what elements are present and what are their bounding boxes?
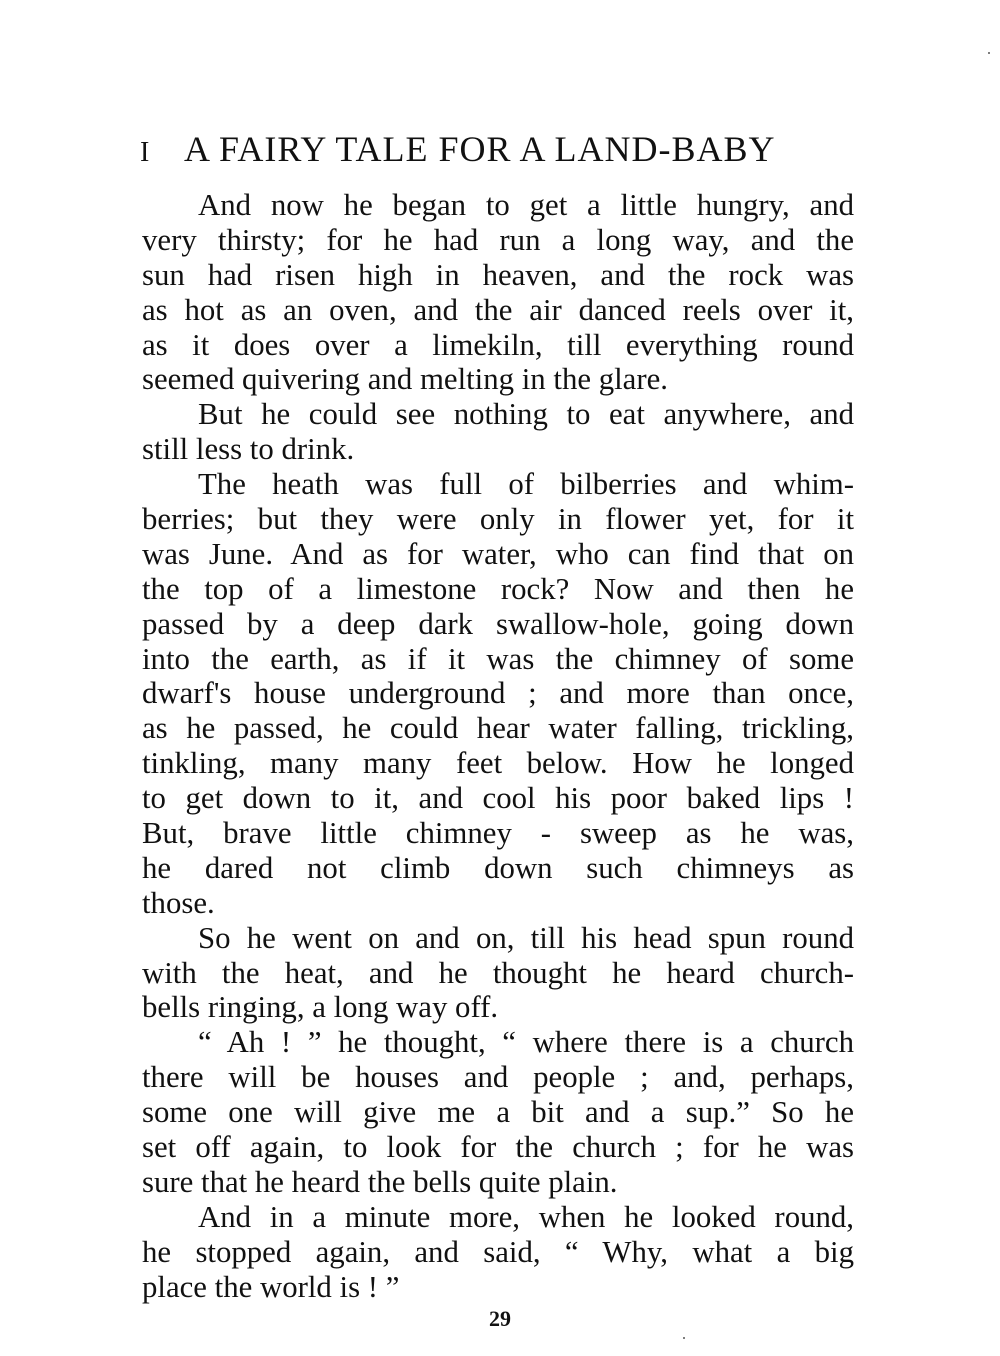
scan-speck [683,1337,685,1339]
text-line: very thirsty; for he had run a long way, and the [142,222,854,257]
text-line: passed by a deep dark swallow-hole, going down [142,606,854,641]
text-line: those. [142,885,215,920]
text-line: as he passed, he could hear water falling, trickling, [142,711,854,746]
chapter-number: I [140,137,151,168]
paragraph [142,1200,854,1305]
text-line: tinkling, many many feet below. How he longed [142,746,854,781]
text-line: as it does over a limekiln, till everything round [142,327,854,362]
paragraph [142,188,854,397]
text-line: bells ringing, a long way off. [142,990,499,1025]
text-line: there will be houses and people ; and, perhaps, [142,1060,854,1095]
text-line: But he could see nothing to eat anywhere, and [198,397,854,432]
text-line: berries; but they were only in flower yet, for it [142,502,854,537]
text-line: was June. And as for water, who can find that on [142,536,854,571]
text-line: And now he began to get a little hungry, and [198,188,854,222]
text-line: sun had risen high in heaven, and the rock was [142,257,854,292]
running-header [140,128,860,170]
text-line: the top of a limestone rock? Now and then he [142,571,854,606]
text-line: dwarf's house underground ; and more than once, [142,676,854,711]
paragraph [142,1025,854,1199]
text-line: So he went on and on, till his head spun round [198,920,854,955]
text-line: to get down to it, and cool his poor baked lips ! [142,781,854,816]
running-title: A FAIRY TALE FOR A LAND-BABY [184,129,776,169]
text-line: with the heat, and he thought he heard church- [142,955,854,990]
text-line: The heath was full of bilberries and whim- [198,467,854,502]
text-line: But, brave little chimney - sweep as he was, [142,816,854,851]
text-line: And in a minute more, when he looked round, [198,1199,854,1234]
paragraph [142,921,854,1026]
paragraph [142,467,854,921]
text-line: “ Ah ! ” he thought, “ where there is a church [198,1025,854,1060]
text-line: as hot as an oven, and the air danced reels over it, [142,292,854,327]
text-line: place the world is ! ” [142,1269,400,1304]
text-line: he dared not climb down such chimneys as [142,850,854,885]
scan-speck [988,52,990,54]
text-line: sure that he heard the bells quite plain. [142,1164,618,1199]
page-number: 29 [489,1306,511,1331]
text-line: seemed quivering and melting in the glare. [142,362,668,397]
text-line: still less to drink. [142,432,355,467]
paragraph [142,397,854,467]
text-line: some one will give me a bit and a sup.” So he [142,1095,854,1130]
text-line: set off again, to look for the church ; for he was [142,1130,854,1165]
body-text [142,188,854,1305]
text-line: into the earth, as if it was the chimney of some [142,641,854,676]
text-line: he stopped again, and said, “ Why, what a big [142,1234,854,1269]
